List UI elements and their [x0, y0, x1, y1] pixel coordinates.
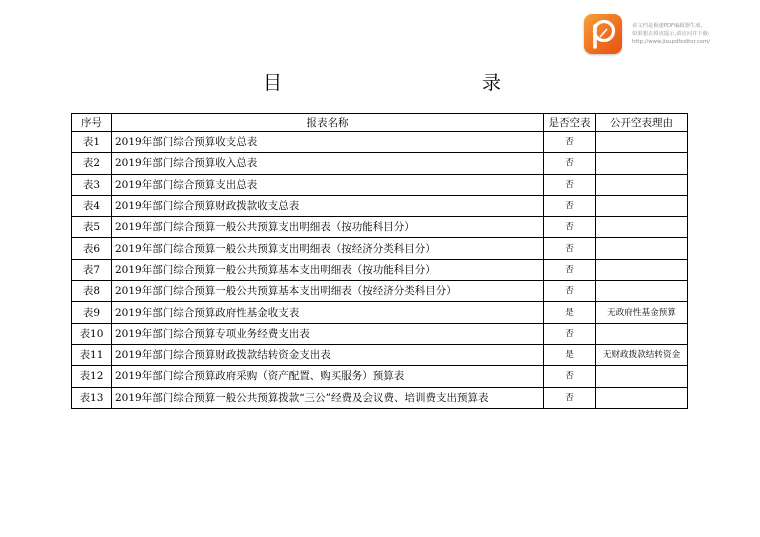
- row-no: 表5: [72, 217, 112, 238]
- row-empty: 否: [544, 323, 596, 344]
- row-reason: [596, 217, 688, 238]
- header-reason: 公开空表理由: [596, 114, 688, 132]
- row-reason: [596, 366, 688, 387]
- table-row: [72, 302, 688, 323]
- row-reason: [596, 153, 688, 174]
- table-row: [72, 217, 688, 238]
- header-no: 序号: [72, 114, 112, 132]
- row-no: 表3: [72, 174, 112, 195]
- header-row: [72, 114, 688, 132]
- row-empty: 否: [544, 217, 596, 238]
- watermark-line: 如果想去掉该提示,请访问并下载:: [632, 31, 710, 38]
- title-char-1: 目: [263, 72, 283, 94]
- row-empty: 否: [544, 238, 596, 259]
- row-no: 表4: [72, 195, 112, 216]
- row-no: 表11: [72, 344, 112, 365]
- table-row: [72, 238, 688, 259]
- watermark-text: [632, 22, 756, 47]
- row-name: 2019年部门综合预算财政拨款结转资金支出表: [112, 344, 544, 365]
- table-row: [72, 259, 688, 280]
- row-name: 2019年部门综合预算政府性基金收支表: [112, 302, 544, 323]
- row-name: 2019年部门综合预算收入总表: [112, 153, 544, 174]
- row-reason: 无政府性基金预算: [596, 302, 688, 323]
- row-reason: [596, 259, 688, 280]
- row-empty: 否: [544, 174, 596, 195]
- row-name: 2019年部门综合预算一般公共预算基本支出明细表（按功能科目分）: [112, 259, 544, 280]
- table-row: [72, 153, 688, 174]
- row-name: 2019年部门综合预算财政拨款收支总表: [112, 195, 544, 216]
- row-name: 2019年部门综合预算政府采购（资产配置、购买服务）预算表: [112, 366, 544, 387]
- row-empty: 否: [544, 195, 596, 216]
- table-row: [72, 387, 688, 408]
- row-empty: 否: [544, 366, 596, 387]
- row-reason: [596, 195, 688, 216]
- header-name: 报表名称: [112, 114, 544, 132]
- table-row: [72, 323, 688, 344]
- row-no: 表13: [72, 387, 112, 408]
- row-empty: 否: [544, 153, 596, 174]
- row-name: 2019年部门综合预算一般公共预算支出明细表（按经济分类科目分）: [112, 238, 544, 259]
- table-row: [72, 174, 688, 195]
- row-reason: [596, 281, 688, 302]
- table-row: [72, 281, 688, 302]
- row-empty: 否: [544, 387, 596, 408]
- row-reason: 无财政拨款结转资金: [596, 344, 688, 365]
- row-name: 2019年部门综合预算支出总表: [112, 174, 544, 195]
- row-no: 表7: [72, 259, 112, 280]
- contents-table: [71, 113, 688, 409]
- table-row: [72, 132, 688, 153]
- row-no: 表9: [72, 302, 112, 323]
- row-name: 2019年部门综合预算一般公共预算拨款“三公”经费及会议费、培训费支出预算表: [112, 387, 544, 408]
- row-no: 表6: [72, 238, 112, 259]
- title-char-2: 录: [482, 72, 502, 94]
- watermark-line: 该文档是极速PDF编辑器生成,: [632, 23, 703, 29]
- row-empty: 否: [544, 281, 596, 302]
- row-no: 表12: [72, 366, 112, 387]
- table-row: [72, 195, 688, 216]
- page-title: [0, 68, 760, 98]
- table-row: [72, 366, 688, 387]
- row-no: 表1: [72, 132, 112, 153]
- header-empty: 是否空表: [544, 114, 596, 132]
- row-empty: 否: [544, 259, 596, 280]
- row-no: 表10: [72, 323, 112, 344]
- row-name: 2019年部门综合预算一般公共预算支出明细表（按功能科目分）: [112, 217, 544, 238]
- row-name: 2019年部门综合预算一般公共预算基本支出明细表（按经济分类科目分）: [112, 281, 544, 302]
- pdf-editor-logo: [584, 14, 622, 54]
- watermark-line: http://www.jisupdfeditor.com/: [632, 39, 710, 46]
- row-reason: [596, 238, 688, 259]
- table-row: [72, 344, 688, 365]
- row-reason: [596, 174, 688, 195]
- row-reason: [596, 132, 688, 153]
- row-empty: 是: [544, 302, 596, 323]
- row-reason: [596, 387, 688, 408]
- row-no: 表8: [72, 281, 112, 302]
- row-empty: 否: [544, 132, 596, 153]
- row-name: 2019年部门综合预算专项业务经费支出表: [112, 323, 544, 344]
- row-no: 表2: [72, 153, 112, 174]
- row-empty: 是: [544, 344, 596, 365]
- row-name: 2019年部门综合预算收支总表: [112, 132, 544, 153]
- row-reason: [596, 323, 688, 344]
- p-letter-icon: [584, 14, 622, 54]
